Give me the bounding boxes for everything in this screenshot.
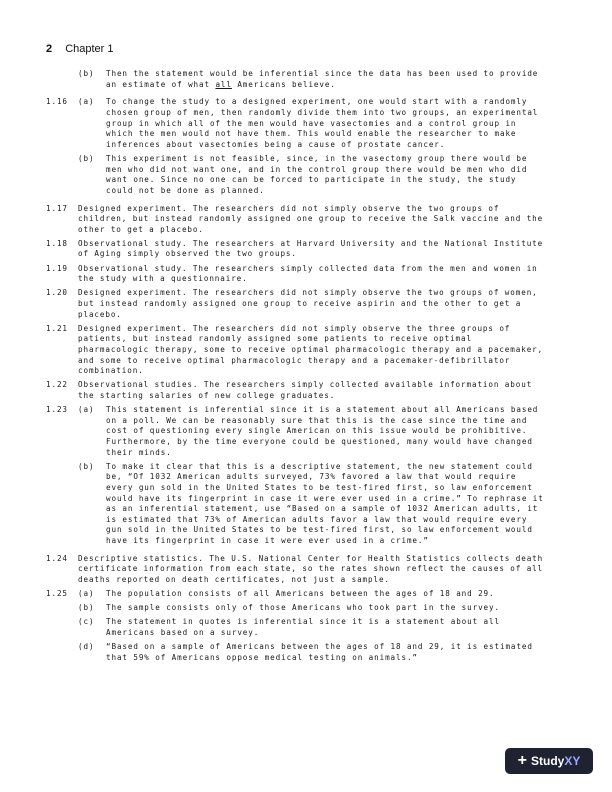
part-text: “Based on a sample of Americans between the ages of 18 and 29, it is estimated that 59% of Americans oppose medical testing on animals.” xyxy=(106,642,533,662)
part-text: This statement is inferential since it is a statement about all Americans based on a poll. We can be reasonably sure that this is the case since the time and cost of questioning every single American on this issue would be prohibitive. Furthermore, by the time everyone could be questioned, many would have changed their minds. xyxy=(106,405,539,457)
part-label: (b) xyxy=(78,153,95,163)
studyxy-watermark[interactable] xyxy=(505,748,593,774)
problem-part xyxy=(78,462,546,547)
part-text: To make it clear that this is a descriptive statement, the new statement could be, “Of 1032 American adults surveyed, 73% favored a law that would require every gun sold in the United States to be test-fired first, so law enforcement would have its fingerprint in case it were ever used in a crime.” To rephrase it as an inferential statement, use “Based on a sample of 1032 American adults, it is estimated that 73% of American adults favor a law that would require every gun sold in the United States to be test-fired first, so law enforcement would have its fingerprint in case it were ever used in a crime.” xyxy=(106,461,544,545)
problem-body xyxy=(78,69,546,94)
problem-body: Designed experiment. The researchers did not simply observe the two groups of women, but instead randomly assigned one group to receive aspirin and the other to get a placebo. xyxy=(78,288,538,319)
part-text: The sample consists only of those Americans who took part in the survey. xyxy=(106,603,500,613)
problem-cont xyxy=(46,69,546,94)
problem-part xyxy=(78,97,546,150)
problem-number: 1.21 xyxy=(46,323,68,333)
problem-1.24 xyxy=(46,554,546,586)
problem-1.22 xyxy=(46,380,546,401)
problem-body: Descriptive statistics. The U.S. National Center for Health Statistics collects death certificate information from each state, so the rates shown reflect the causes of all deaths reported on death certificates, not just a sample. xyxy=(78,553,544,584)
emphasis-all: all xyxy=(215,79,232,89)
part-text: Then the statement would be inferential since the data has been used to provide an estimate of what all Americans believe. xyxy=(106,69,539,89)
watermark-brand: StudyXY xyxy=(530,754,581,768)
page-header xyxy=(46,43,114,55)
problem-number: 1.24 xyxy=(46,553,68,563)
part-label: (b) xyxy=(78,461,95,471)
problem-part xyxy=(78,589,546,600)
part-text: The statement in quotes is inferential since it is a statement about all Americans based on a survey. xyxy=(106,617,500,637)
part-label: (a) xyxy=(78,405,95,415)
problem-number: 1.22 xyxy=(46,380,68,390)
problem-body: Observational study. The researchers at Harvard University and the National Institute of Aging simply observed the two groups. xyxy=(78,238,544,259)
problem-body xyxy=(78,405,546,550)
solutions-body xyxy=(46,69,546,671)
chapter-title: Chapter 1 xyxy=(65,43,114,55)
plus-icon: + xyxy=(517,752,527,769)
problem-body xyxy=(78,97,546,200)
part-text: This experiment is not feasible, since, in the vasectomy group there would be men who did not want one, and in the control group there would be men who did want one. Since no one can be forced to participate in the study, the study could not be done as planned. xyxy=(106,153,528,195)
part-label: (b) xyxy=(78,603,95,613)
problem-number: 1.25 xyxy=(46,589,68,599)
problem-number xyxy=(46,69,78,94)
page-number: 2 xyxy=(46,43,53,55)
problem-part xyxy=(78,154,546,196)
problem-number: 1.19 xyxy=(46,263,68,273)
problem-number: 1.23 xyxy=(46,405,68,415)
problem-body: Observational study. The researchers simply collected data from the men and women in the study with a questionnaire. xyxy=(78,263,538,284)
part-text: The population consists of all Americans between the ages of 18 and 29. xyxy=(106,589,495,599)
problem-1.23 xyxy=(46,405,546,550)
problem-body xyxy=(78,589,546,667)
problem-number: 1.20 xyxy=(46,288,68,298)
part-label: (a) xyxy=(78,97,95,107)
problem-body: Designed experiment. The researchers did not simply observe the three groups of patients, but instead randomly assigned some patients to receive optimal pharmacologic therapy, some to receive optimal pharmacologic therapy and a pacemaker, and some to receive optimal pharmacologic therapy and a pacemaker-defibrillator combination. xyxy=(78,323,544,376)
problem-body: Observational studies. The researchers simply collected available information about the starting salaries of new college graduates. xyxy=(78,380,533,400)
problem-1.25 xyxy=(46,589,546,667)
problem-1.18 xyxy=(46,239,546,260)
part-text: To change the study to a designed experiment, one would start with a randomly chosen group of men, then randomly divide them into two groups, an experimental group in which all of the men would have vasectomies and a control group in which the men would not have them. This would enable the researcher to make inferences about vasectomies being a cause of prostate cancer. xyxy=(106,97,539,149)
problem-body: Designed experiment. The researchers did not simply observe the two groups of children, but instead randomly assigned one group to receive the Salk vaccine and the other to get a placebo. xyxy=(78,203,544,234)
problem-part xyxy=(78,617,546,638)
part-label: (d) xyxy=(78,642,95,652)
part-label: (c) xyxy=(78,617,95,627)
problem-number: 1.18 xyxy=(46,238,68,248)
problem-number: 1.17 xyxy=(46,203,68,213)
problem-1.20 xyxy=(46,288,546,320)
problem-1.19 xyxy=(46,264,546,285)
problem-part xyxy=(78,405,546,458)
part-label: (a) xyxy=(78,589,95,599)
problem-part xyxy=(78,603,546,614)
problem-number: 1.16 xyxy=(46,97,68,107)
problem-1.17 xyxy=(46,204,546,236)
problem-1.16 xyxy=(46,97,546,200)
problem-1.21 xyxy=(46,324,546,377)
problem-part xyxy=(78,642,546,663)
problem-part xyxy=(78,69,546,90)
part-label: (b) xyxy=(78,69,95,78)
